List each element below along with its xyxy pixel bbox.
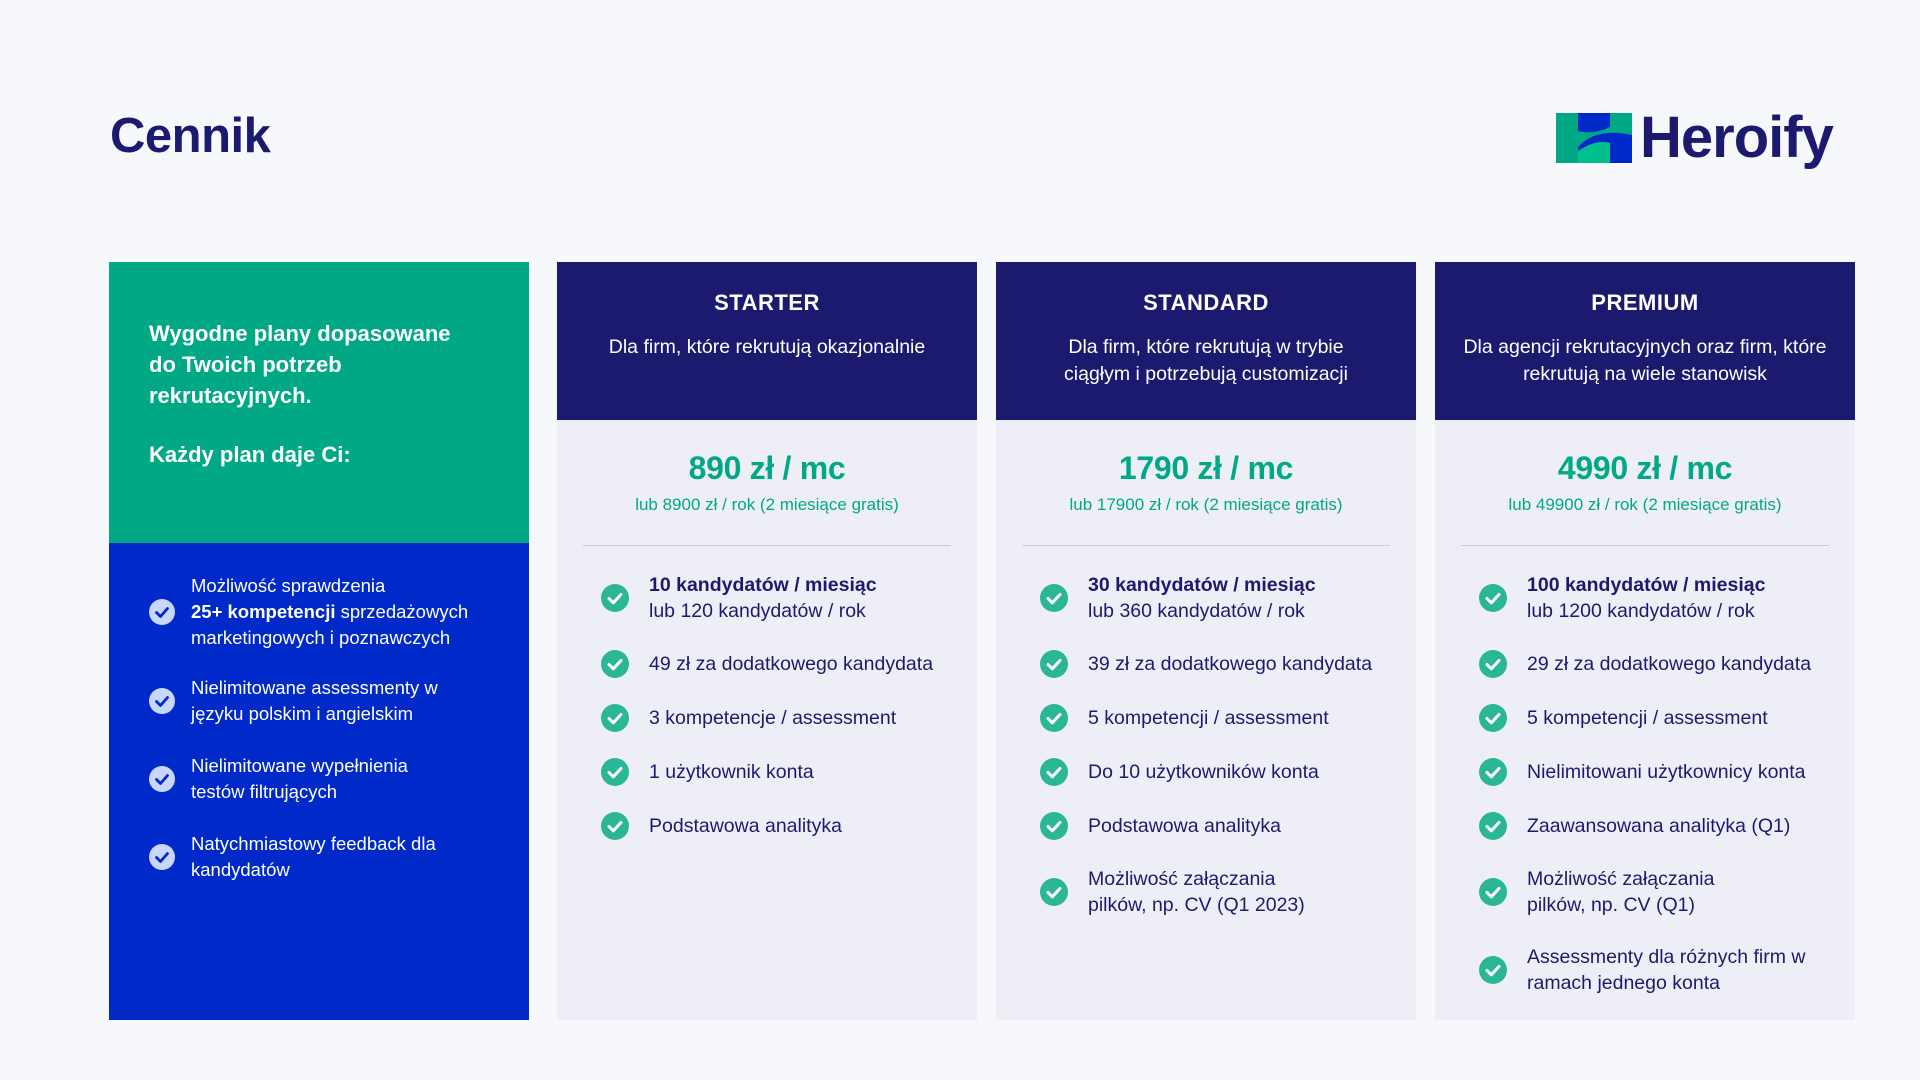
check-icon (601, 704, 629, 732)
benefit-item (149, 573, 509, 651)
intro-benefits (109, 543, 529, 1020)
check-icon (1479, 650, 1507, 678)
plan-price: 4990 zł / mc (1557, 450, 1733, 486)
feature-text: 30 kandydatów / miesiąc lub 360 kandydatów / rok (1088, 574, 1316, 622)
check-icon (1040, 758, 1068, 786)
feature-item (1040, 704, 1406, 732)
benefit-text: Natychmiastowy feedback dla kandydatów (191, 833, 436, 880)
feature-item (1479, 866, 1845, 918)
check-icon (1479, 704, 1507, 732)
page-title: Cennik (110, 109, 271, 163)
benefit-text: Nielimitowane wypełnienia testów filtrujących (191, 755, 408, 802)
check-icon (601, 812, 629, 840)
plan-price: 890 zł / mc (688, 450, 846, 486)
feature-item (601, 812, 967, 840)
plan-features (557, 546, 977, 840)
check-icon (1040, 650, 1068, 678)
check-icon (601, 584, 629, 612)
feature-text: 39 zł za dodatkowego kandydata (1088, 653, 1373, 675)
feature-item (1479, 944, 1845, 996)
brand-name: Heroify (1640, 105, 1833, 170)
brand-logo (1556, 105, 1833, 170)
check-icon (601, 650, 629, 678)
feature-text: 5 kompetencji / assessment (1088, 707, 1329, 729)
benefit-item (149, 753, 509, 805)
feature-item (1040, 866, 1406, 918)
feature-item (601, 758, 967, 786)
feature-text: Nielimitowani użytkownicy konta (1527, 761, 1806, 783)
plan-header (557, 262, 977, 420)
check-icon (149, 688, 175, 714)
check-icon (1040, 704, 1068, 732)
heroify-logo-icon (1556, 113, 1632, 163)
check-icon (149, 599, 175, 625)
plan-yearly-price: lub 17900 zł / rok (2 miesiące gratis) (1069, 495, 1343, 514)
feature-text: Podstawowa analityka (1088, 815, 1281, 837)
feature-item (1479, 704, 1845, 732)
feature-item (1479, 812, 1845, 840)
feature-text: 29 zł za dodatkowego kandydata (1527, 653, 1812, 675)
plan-name: STANDARD (1143, 290, 1269, 315)
check-icon (149, 766, 175, 792)
feature-item (1479, 650, 1845, 678)
intro-panel (109, 262, 529, 1020)
feature-text: Zaawansowana analityka (Q1) (1527, 815, 1791, 837)
intro-header (109, 262, 529, 543)
check-icon (1479, 956, 1507, 984)
check-icon (1479, 758, 1507, 786)
check-icon (1479, 812, 1507, 840)
plan-price: 1790 zł / mc (1118, 450, 1294, 486)
feature-item (1040, 572, 1406, 624)
feature-text: 10 kandydatów / miesiąc lub 120 kandydatów / rok (649, 574, 877, 622)
feature-text: Podstawowa analityka (649, 815, 842, 837)
feature-text: Możliwość załączania pilków, np. CV (Q1) (1527, 868, 1715, 916)
plan-name: STARTER (714, 290, 820, 315)
feature-text: Do 10 użytkowników konta (1088, 761, 1319, 783)
plan-description: Dla firm, które rekrutują okazjonalnie (608, 336, 926, 358)
feature-text: 1 użytkownik konta (649, 761, 814, 783)
feature-item (1040, 812, 1406, 840)
feature-item (601, 572, 967, 624)
benefit-item (149, 831, 509, 883)
check-icon (149, 844, 175, 870)
check-icon (1479, 584, 1507, 612)
feature-text: 100 kandydatów / miesiąc lub 1200 kandydatów / rok (1527, 574, 1766, 622)
plan-card-premium (1435, 262, 1855, 1020)
plan-features (996, 546, 1416, 918)
check-icon (1040, 584, 1068, 612)
feature-item (1040, 758, 1406, 786)
check-icon (1479, 878, 1507, 906)
feature-text: Assessmenty dla różnych firm w ramach jednego konta (1527, 946, 1806, 994)
plan-header (996, 262, 1416, 420)
feature-text: 5 kompetencji / assessment (1527, 707, 1768, 729)
plan-features (1435, 546, 1855, 996)
benefit-item (149, 675, 509, 727)
benefit-text: Możliwość sprawdzenia 25+ kompetencji sprzedażowych marketingowych i poznawczych (191, 575, 469, 648)
plan-name: PREMIUM (1591, 290, 1699, 315)
feature-item (601, 650, 967, 678)
check-icon (1040, 878, 1068, 906)
feature-item (1040, 650, 1406, 678)
feature-item (1479, 758, 1845, 786)
plan-card-standard (996, 262, 1416, 1020)
intro-subheading: Każdy plan daje Ci: (149, 442, 351, 467)
plan-yearly-price: lub 49900 zł / rok (2 miesiące gratis) (1508, 495, 1782, 514)
feature-text: 49 zł za dodatkowego kandydata (649, 653, 934, 675)
feature-text: Możliwość załączania pilków, np. CV (Q1 2023) (1088, 868, 1305, 916)
plan-description: Dla firm, które rekrutują w trybie ciągłym i potrzebują customizacji (1064, 336, 1348, 385)
benefit-text: Nielimitowane assessmenty w języku polskim i angielskim (191, 677, 438, 724)
feature-text: 3 kompetencje / assessment (649, 707, 897, 729)
plan-card-starter (557, 262, 977, 1020)
plan-header (1435, 262, 1855, 420)
feature-item (1479, 572, 1845, 624)
plan-description: Dla agencji rekrutacyjnych oraz firm, które rekrutują na wiele stanowisk (1463, 336, 1827, 385)
check-icon (1040, 812, 1068, 840)
check-icon (601, 758, 629, 786)
feature-item (601, 704, 967, 732)
intro-heading: Wygodne plany dopasowane do Twoich potrzeb rekrutacyjnych. (149, 321, 451, 408)
plan-yearly-price: lub 8900 zł / rok (2 miesiące gratis) (635, 495, 899, 514)
